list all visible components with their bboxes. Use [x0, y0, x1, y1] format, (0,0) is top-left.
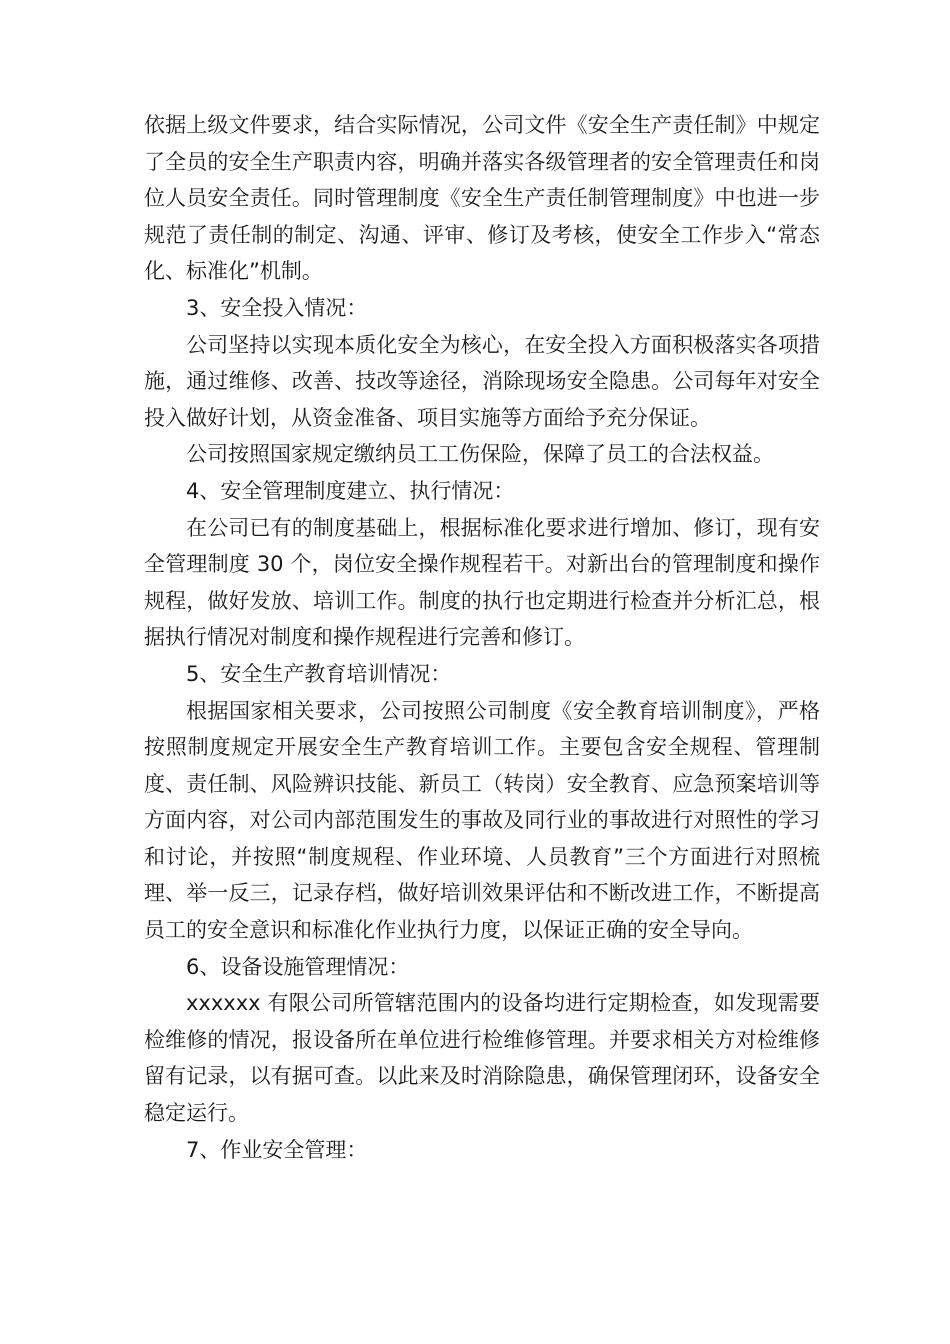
document-body [144, 107, 820, 1168]
section-heading-operation-safety: 7、作业安全管理： [186, 1137, 368, 1162]
section-heading-management-system: 4、安全管理制度建立、执行情况： [186, 478, 515, 503]
paragraph-safety-investment: 公司坚持以实现本质化安全为核心，在安全投入方面积极落实各项措施，通过维修、改善、技改等途径，消除现场安全隐患。公司每年对安全投入做好计划，从资金准备、项目实施等方面给予充分保证。 [144, 332, 820, 430]
section-heading-education-training: 5、安全生产教育培训情况： [186, 661, 452, 686]
paragraph-responsibility-system: 依据上级文件要求，结合实际情况，公司文件《安全生产责任制》中规定了全员的安全生产职责内容，明确并落实各级管理者的安全管理责任和岗位人员安全责任。同时管理制度《安全生产责任制管理制度》中也进一步规范了责任制的制定、沟通、评审、修订及考核，使安全工作步入“常态化、标准化”机制。 [144, 113, 820, 284]
section-heading-equipment-management: 6、设备设施管理情况： [186, 954, 410, 979]
paragraph-injury-insurance: 公司按照国家规定缴纳员工工伤保险，保障了员工的合法权益。 [186, 442, 774, 467]
paragraph-equipment-management: xxxxxx 有限公司所管辖范围内的设备均进行定期检查，如发现需要检维修的情况，报设备所在单位进行检维修管理。并要求相关方对检维修留有记录，以有据可查。以此来及时消除隐患，确保管理闭环，设备安全稳定运行。 [144, 991, 820, 1126]
paragraph-management-system: 在公司已有的制度基础上，根据标准化要求进行增加、修订，现有安全管理制度 30 个，岗位安全操作规程若干。对新出台的管理制度和操作规程，做好发放、培训工作。制度的执行也定期进行检查并分析汇总，根据执行情况对制度和操作规程进行完善和修订。 [144, 515, 820, 650]
paragraph-education-training: 根据国家相关要求，公司按照公司制度《安全教育培训制度》，严格按照制度规定开展安全生产教育培训工作。主要包含安全规程、管理制度、责任制、风险辨识技能、新员工（转岗）安全教育、应急预案培训等方面内容，对公司内部范围发生的事故及同行业的事故进行对照性的学习和讨论，并按照“制度规程、作业环境、人员教育”三个方面进行对照梳理、举一反三，记录存档，做好培训效果评估和不断改进工作，不断提高员工的安全意识和标准化作业执行力度，以保证正确的安全导向。 [144, 698, 820, 943]
section-heading-safety-investment: 3、安全投入情况： [186, 295, 368, 320]
